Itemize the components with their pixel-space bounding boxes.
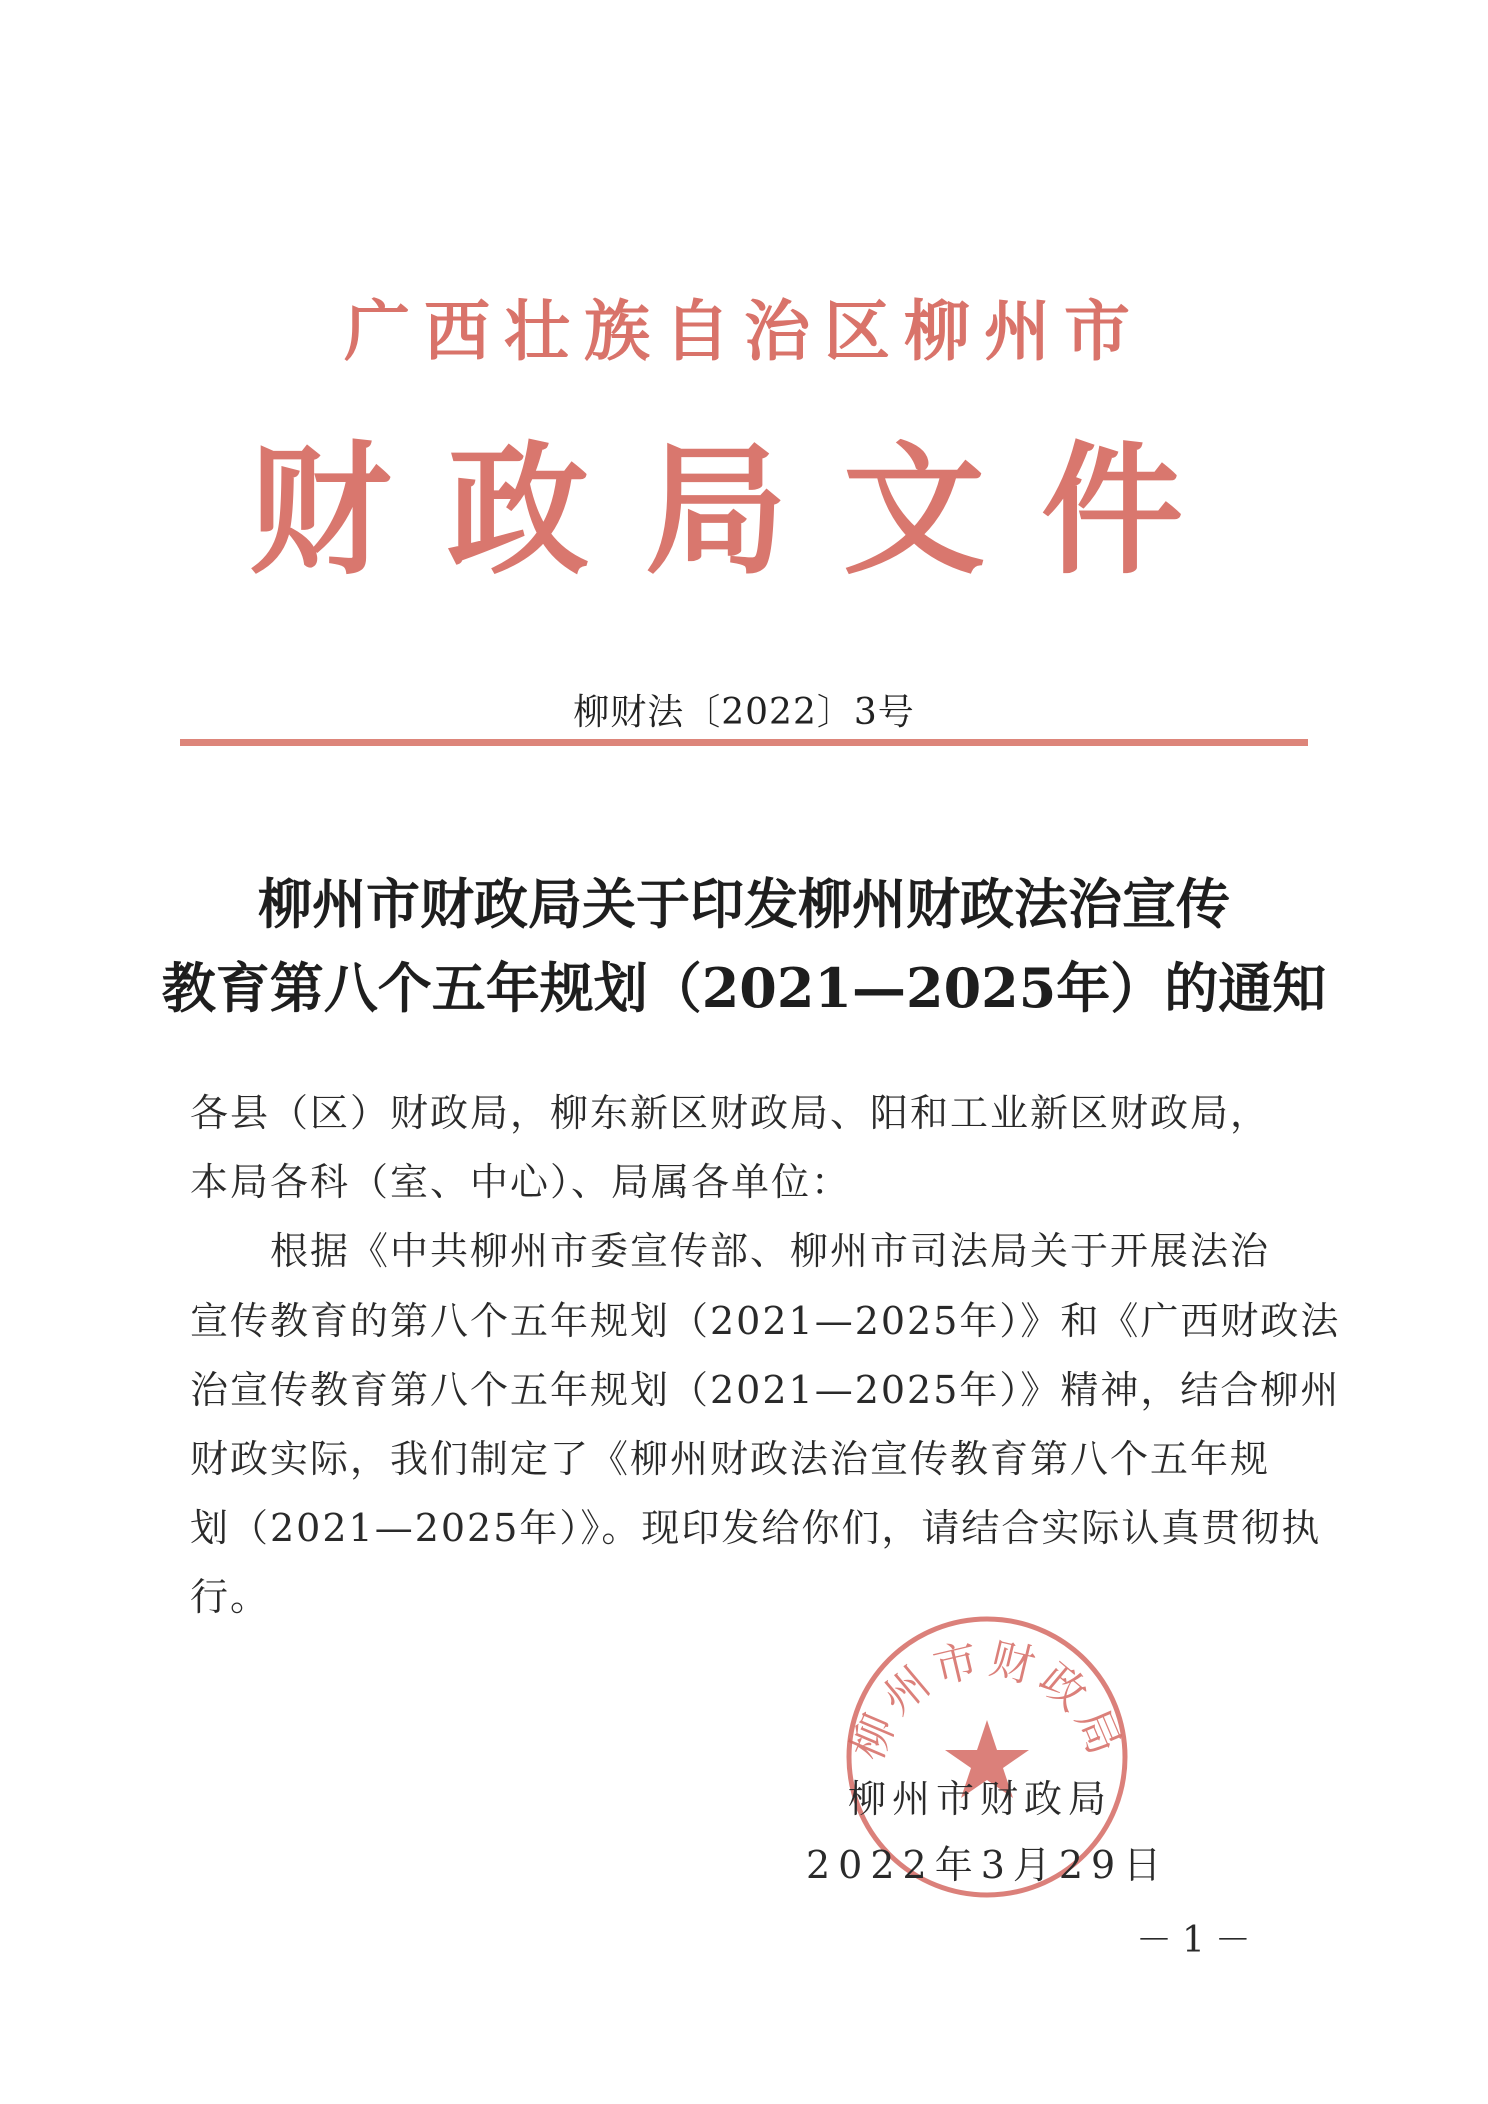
issuer-line-1: 广西壮族自治区柳州市 bbox=[344, 292, 1144, 370]
body-line: 治宣传教育第八个五年规划（2021—2025年）》精神，结合柳州 bbox=[190, 1368, 1341, 1412]
body-line: 宣传教育的第八个五年规划（2021—2025年）》和《广西财政法 bbox=[190, 1299, 1341, 1343]
body-line: 各县（区）财政局，柳东新区财政局、阳和工业新区财政局， bbox=[190, 1091, 1271, 1135]
seal-text: 柳州市财政局 bbox=[842, 1633, 1132, 1768]
issuer-line-2: 财政局文件 bbox=[249, 428, 1239, 594]
signature-date: 2022年3月29日 bbox=[806, 1843, 1170, 1887]
body-line: 根据《中共柳州市委宣传部、柳州市司法局关于开展法治 bbox=[270, 1229, 1271, 1273]
document-number: 柳财法〔2022〕3号 bbox=[573, 692, 915, 733]
document-title-line-2: 教育第八个五年规划（2021—2025年）的通知 bbox=[161, 956, 1327, 1020]
body-line: 财政实际，我们制定了《柳州财政法治宣传教育第八个五年规 bbox=[190, 1437, 1271, 1481]
signature-org: 柳州市财政局 bbox=[848, 1777, 1113, 1821]
page-number: －1－ bbox=[1136, 1920, 1261, 1961]
document-title-line-1: 柳州市财政局关于印发柳州财政法治宣传 bbox=[258, 872, 1230, 936]
body-line: 划（2021—2025年）》。现印发给你们，请结合实际认真贯彻执 bbox=[190, 1506, 1322, 1550]
red-divider bbox=[180, 739, 1308, 746]
body-line: 行。 bbox=[190, 1575, 271, 1619]
body-line: 本局各科（室、中心）、局属各单位： bbox=[190, 1160, 852, 1204]
